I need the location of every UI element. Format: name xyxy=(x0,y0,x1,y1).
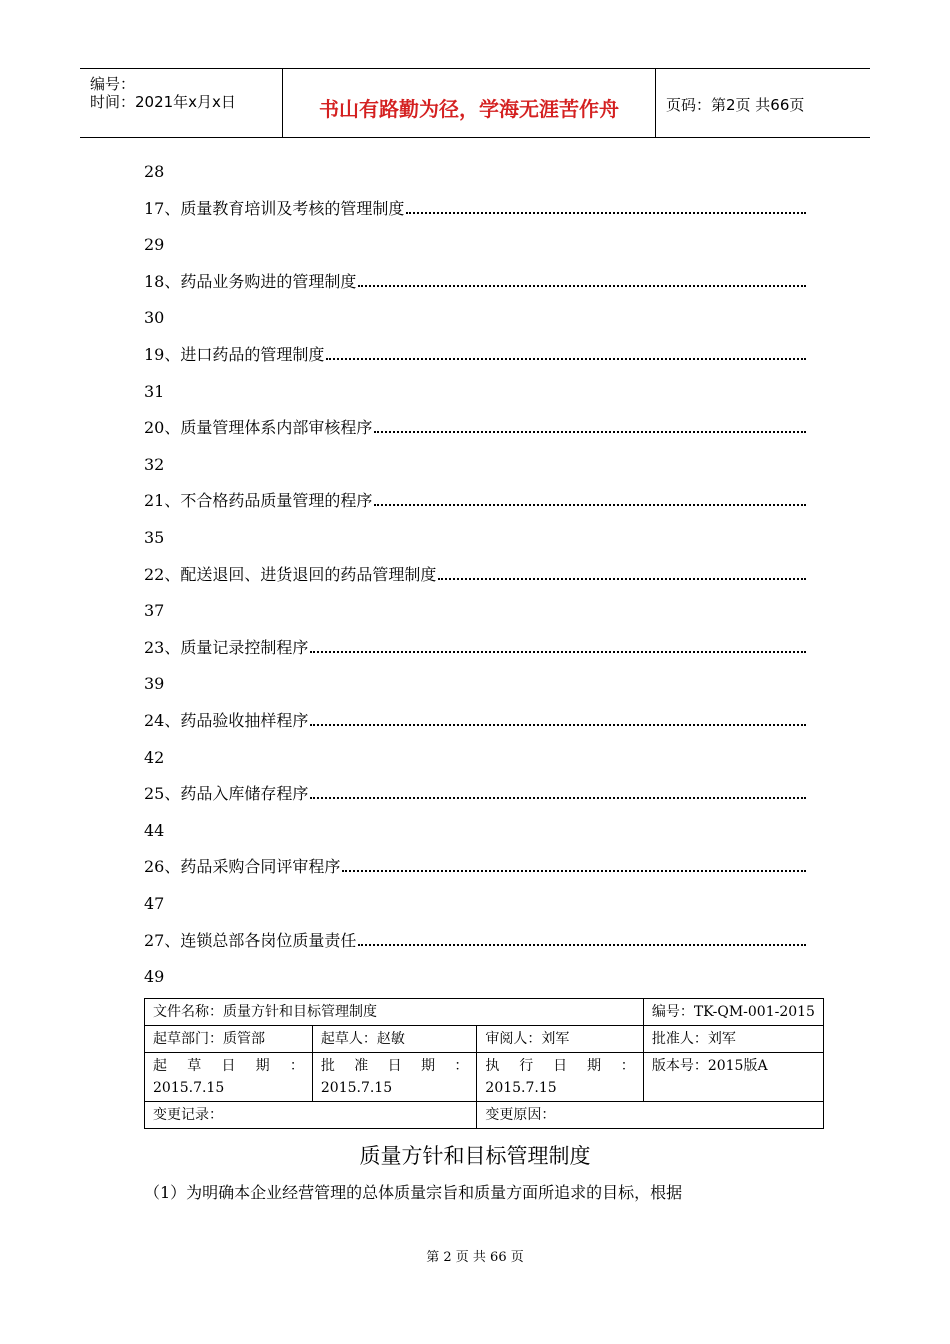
toc-page-number: 35 xyxy=(144,528,165,547)
toc-page-number: 49 xyxy=(144,967,165,987)
toc-leader-dots xyxy=(358,943,806,946)
page-header xyxy=(80,68,870,138)
toc-entry-title: 25、药品入库储存程序 xyxy=(144,784,309,804)
toc-page-number: 37 xyxy=(144,601,165,621)
toc-leader-dots xyxy=(310,723,806,726)
header-time-label: 时间：2021年x月x日 xyxy=(90,93,236,111)
toc-page-number: 28 xyxy=(144,162,165,181)
toc-entry xyxy=(144,563,806,587)
toc-entry xyxy=(144,855,806,879)
toc-leader-dots xyxy=(358,284,806,287)
toc-leader-dots xyxy=(310,796,806,799)
toc-leader-dots xyxy=(374,430,806,433)
draft-dept-cell: 起草部门：质管部 xyxy=(145,1026,313,1053)
toc-entry xyxy=(144,929,806,953)
body-paragraph: （1）为明确本企业经营管理的总体质量宗旨和质量方面所追求的目标，根据 xyxy=(144,1183,683,1202)
draft-date-value: 2015.7.15 xyxy=(153,1080,225,1096)
toc-page-number: 47 xyxy=(144,894,165,913)
toc-page-number: 42 xyxy=(144,747,165,767)
table-row xyxy=(145,999,824,1026)
page-footer: 第 2 页 共 66 页 xyxy=(426,1250,524,1265)
exec-date-label: 执 行 日 期 ： xyxy=(485,1058,635,1074)
header-motto: 书山有路勤为径，学海无涯苦作舟 xyxy=(319,97,619,121)
header-meta-cell xyxy=(80,69,283,137)
exec-date-value: 2015.7.15 xyxy=(485,1080,557,1096)
toc-entry-title: 19、进口药品的管理制度 xyxy=(144,345,325,364)
toc-entry-title: 24、药品验收抽样程序 xyxy=(144,711,309,730)
approver-cell: 批准人：刘军 xyxy=(643,1026,823,1053)
toc-entry-title: 17、质量教育培训及考核的管理制度 xyxy=(144,198,405,218)
header-page-cell xyxy=(656,69,870,137)
toc-leader-dots xyxy=(374,503,806,506)
toc-entry xyxy=(144,709,806,733)
toc-entry-title: 22、配送退回、进货退回的药品管理制度 xyxy=(144,564,437,584)
draft-date-cell xyxy=(145,1053,313,1102)
approve-date-value: 2015.7.15 xyxy=(320,1080,393,1096)
toc-entry xyxy=(144,270,806,294)
file-name-cell: 文件名称：质量方针和目标管理制度 xyxy=(145,999,644,1026)
toc-page-number: 32 xyxy=(144,454,165,474)
table-row xyxy=(145,1102,824,1129)
toc-entry xyxy=(144,636,806,660)
document-title: 质量方针和目标管理制度 xyxy=(359,1144,591,1168)
toc-entry xyxy=(144,343,806,367)
document-info-table xyxy=(144,998,824,1129)
header-number-label: 编号： xyxy=(90,75,136,93)
approve-date-label: 批 准 日 期 ： xyxy=(320,1058,469,1074)
toc-page-number: 44 xyxy=(144,820,165,840)
toc-entry-title: 27、连锁总部各岗位质量责任 xyxy=(144,930,357,950)
header-motto-cell xyxy=(283,69,656,137)
table-row xyxy=(145,1053,824,1102)
table-row xyxy=(145,1026,824,1053)
toc-leader-dots xyxy=(438,577,806,580)
toc-leader-dots xyxy=(406,211,806,214)
toc-page-number: 29 xyxy=(144,235,165,255)
approve-date-cell xyxy=(312,1053,477,1102)
toc-entry-title: 26、药品采购合同评审程序 xyxy=(144,857,341,877)
change-reason-cell: 变更原因： xyxy=(477,1102,824,1129)
draft-date-label: 起 草 日 期 ： xyxy=(153,1058,304,1074)
toc-page-number: 30 xyxy=(144,308,165,328)
version-cell: 版本号：2015版A xyxy=(643,1053,823,1102)
reviewer-cell: 审阅人：刘军 xyxy=(477,1026,643,1053)
drafter-cell: 起草人：赵敏 xyxy=(312,1026,477,1053)
toc-entry-title: 20、质量管理体系内部审核程序 xyxy=(144,418,373,438)
toc-page-number: 31 xyxy=(144,381,165,401)
doc-number-cell: 编号：TK-QM-001-2015 xyxy=(643,999,823,1026)
toc-entry xyxy=(144,197,806,221)
toc-leader-dots xyxy=(310,650,806,653)
change-record-cell: 变更记录： xyxy=(145,1102,477,1129)
header-page-label: 页码：第2页 共66页 xyxy=(666,96,805,114)
exec-date-cell xyxy=(477,1053,643,1102)
toc-entry-title: 18、药品业务购进的管理制度 xyxy=(144,271,357,291)
toc-leader-dots xyxy=(342,869,806,872)
toc-entry xyxy=(144,489,806,513)
toc-entry-title: 21、不合格药品质量管理的程序 xyxy=(144,491,373,511)
toc-leader-dots xyxy=(326,357,806,360)
toc-entry-title: 23、质量记录控制程序 xyxy=(144,637,309,657)
toc-entry xyxy=(144,416,806,440)
toc-entry xyxy=(144,782,806,806)
toc-page-number: 39 xyxy=(144,674,165,694)
